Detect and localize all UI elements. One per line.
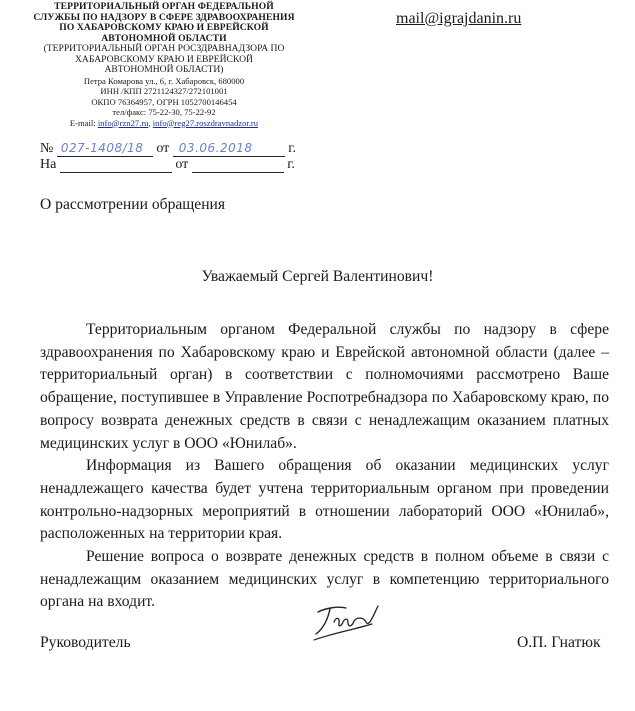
registration-line-outgoing	[40, 141, 296, 157]
reg-number-sign: №	[40, 141, 54, 156]
letterhead-alt-name-1: (ТЕРРИТОРИАЛЬНЫЙ ОРГАН РОСЗДРАВНАДЗОРА ПО	[43, 43, 285, 54]
letterhead-org-line-2: СЛУЖБЫ ПО НАДЗОРУ В СФЕРЕ ЗДРАВООХРАНЕНИЯ	[33, 11, 295, 23]
letterhead-alt-name-3: АВТОНОМНОЙ ОБЛАСТИ)	[104, 64, 224, 75]
salutation: Уважаемый Сергей Валентинович!	[201, 268, 434, 285]
letterhead-inn-kpp: ИНН /КПП 2721124327/272101001	[100, 86, 228, 96]
email-label: E-mail:	[69, 117, 96, 128]
reg-incoming-date-field	[192, 160, 284, 173]
letterhead-okpo-ogrn: ОКПО 76364957, ОГРН 1052700146454	[91, 96, 237, 107]
letter-body	[40, 319, 609, 614]
body-paragraph-2: Информация из Вашего обращения об оказании медицинских услуг ненадлежащего качества будет учтена территориальным органом при проведении контрольно-надзорных мероприятий в отношении лабораторий ООО «Юнилаб», расположенных на территории края.	[40, 457, 609, 543]
reg-incoming-year-suffix: г.	[287, 157, 295, 172]
letterhead-org-line-4: АВТОНОМНОЙ ОБЛАСТИ	[101, 32, 227, 44]
signatory-title: Руководитель	[40, 634, 131, 651]
reg-date-handwritten: 03.06.2018	[178, 141, 253, 155]
reg-incoming-number-field	[60, 160, 172, 173]
recipient-email[interactable]: mail@igrajdanin.ru	[396, 10, 522, 27]
letterhead-org-line-1: ТЕРРИТОРИАЛЬНЫЙ ОРГАН ФЕДЕРАЛЬНОЙ	[54, 1, 274, 12]
reg-number-field	[57, 141, 153, 157]
letterhead	[20, 2, 308, 128]
email-separator: ,	[148, 117, 151, 128]
reg-on-label: На	[40, 157, 57, 172]
registration-line-incoming	[40, 157, 295, 173]
letterhead-alt-name-2: ХАБАРОВСКОМУ КРАЮ И ЕВРЕЙСКОЙ	[75, 53, 253, 65]
letter-subject: О рассмотрении обращения	[40, 196, 226, 213]
handwritten-signature	[312, 600, 384, 648]
reg-number-handwritten: 027-1408/18	[60, 141, 144, 155]
email-link-2[interactable]: info@reg27.roszdravnadzor.ru	[152, 117, 259, 128]
body-paragraph-1: Территориальным органом Федеральной службы по надзору в сфере здравоохранения по Хабаровскому краю и Еврейской автономной области (далее – территориальный орган) в соответствии с полномочиями рассмотрено Ваше обращение, поступившее в Управление Роспотребнадзора по Хабаровскому краю, по вопросу возврата денежных средств в связи с ненадлежащим оказанием платных медицинских услуг в ООО «Юнилаб».	[40, 321, 609, 452]
letterhead-email-line	[20, 118, 308, 129]
reg-year-suffix: г.	[288, 141, 296, 156]
letterhead-phone: тел/факс: 75-22-30, 75-22-92	[112, 107, 216, 117]
letterhead-address: Петра Комарова ул., 6, г. Хабаровск, 680000	[83, 75, 245, 86]
signatory-name: О.П. Гнатюк	[517, 634, 601, 651]
letterhead-org-line-3: ПО ХАБАРОВСКОМУ КРАЮ И ЕВРЕЙСКОЙ	[59, 22, 269, 33]
reg-incoming-from-label: от	[175, 157, 189, 172]
reg-from-label: от	[156, 141, 170, 156]
reg-date-field	[173, 141, 285, 157]
email-link-1[interactable]: info@rzn27.ru	[97, 117, 149, 128]
body-paragraph-3: Решение вопроса о возврате денежных средств в полном объеме в связи с ненадлежащим оказанием медицинских услуг в компетенцию территориального органа на входит.	[40, 548, 609, 611]
